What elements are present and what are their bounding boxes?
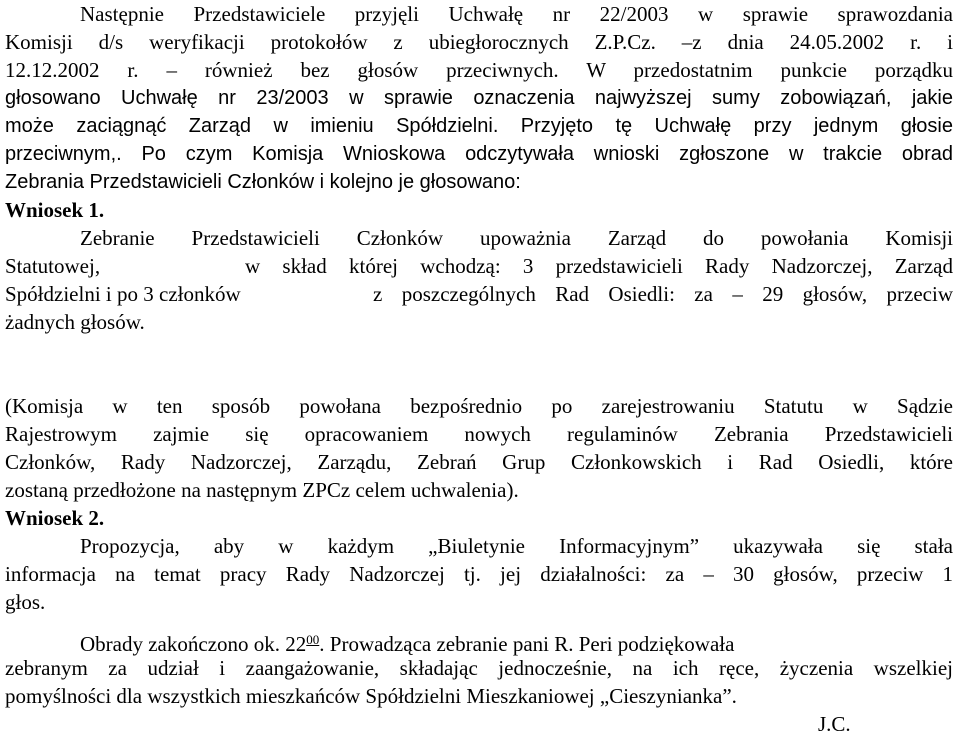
text-fragment: Statutowej, (5, 254, 101, 278)
signature-initials: J.C. (818, 712, 851, 736)
text-line: Zebranie Przedstawicieli Członków upoważnia Zarząd do powołania Komisji (80, 226, 953, 250)
text-line: Propozycja, aby w każdym „Biuletynie Informacyjnym” ukazywała się stała (80, 534, 953, 558)
text-line: informacja na temat pracy Rady Nadzorczej tj. jej działalności: za – 30 głosów, przeciw 1 (5, 562, 953, 586)
text-line: Członków, Rady Nadzorczej, Zarządu, Zebrań Grup Członkowskich i Rad Osiedli, które (5, 450, 953, 474)
section-heading: Wniosek 1. (5, 198, 105, 222)
text-line: zebranym za udział i zaangażowanie, składając jednocześnie, na ich ręce, życzenia wszelkiej (5, 656, 953, 680)
section-heading: Wniosek 2. (5, 506, 105, 530)
text-line: żadnych głosów. (5, 310, 145, 334)
text-fragment: Obrady zakończono ok. 22 (80, 632, 307, 656)
text-line: 12.12.2002 r. – również bez głosów przeciwnych. W przedostatnim punkcie porządku (5, 58, 953, 82)
text-line: Zebrania Przedstawicieli Członków i kolejno je głosowano: (5, 171, 521, 193)
time-superscript: 00 (306, 632, 320, 647)
text-line: może zaciągnąć Zarząd w imieniu Spółdzielni. Przyjęto tę Uchwałę przy jednym głosie (5, 115, 953, 137)
text-line: w skład której wchodzą: 3 przedstawicieli Rady Nadzorczej, Zarząd (245, 254, 953, 278)
text-line: głosowano Uchwałę nr 23/2003 w sprawie oznaczenia najwyższej sumy zobowiązań, jakie (5, 87, 953, 109)
text-line: przeciwnym,. Po czym Komisja Wnioskowa odczytywała wnioski zgłoszone w trakcie obrad (5, 143, 953, 165)
text-line: pomyślności dla wszystkich mieszkańców Spółdzielni Mieszkaniowej „Cieszynianka”. (5, 684, 737, 708)
text-line: Rajestrowym zajmie się opracowaniem nowych regulaminów Zebrania Przedstawicieli (5, 422, 953, 446)
text-line: głos. (5, 590, 46, 614)
text-fragment: Spółdzielni i po 3 członków (5, 282, 241, 306)
text-line: Komisji d/s weryfikacji protokołów z ubiegłorocznych Z.P.Cz. –z dnia 24.05.2002 r. i (5, 30, 953, 54)
text-line: zostaną przedłożone na następnym ZPCz celem uchwalenia). (5, 478, 519, 502)
text-line: Następnie Przedstawiciele przyjęli Uchwałę nr 22/2003 w sprawie sprawozdania (80, 2, 953, 26)
text-line: (Komisja w ten sposób powołana bezpośrednio po zarejestrowaniu Statutu w Sądzie (5, 394, 953, 418)
text-line (80, 626, 953, 654)
text-fragment: . Prowadząca zebranie pani R. Peri podziękowała (319, 632, 735, 656)
text-line: z poszczególnych Rad Osiedli: za – 29 głosów, przeciw (373, 282, 953, 306)
